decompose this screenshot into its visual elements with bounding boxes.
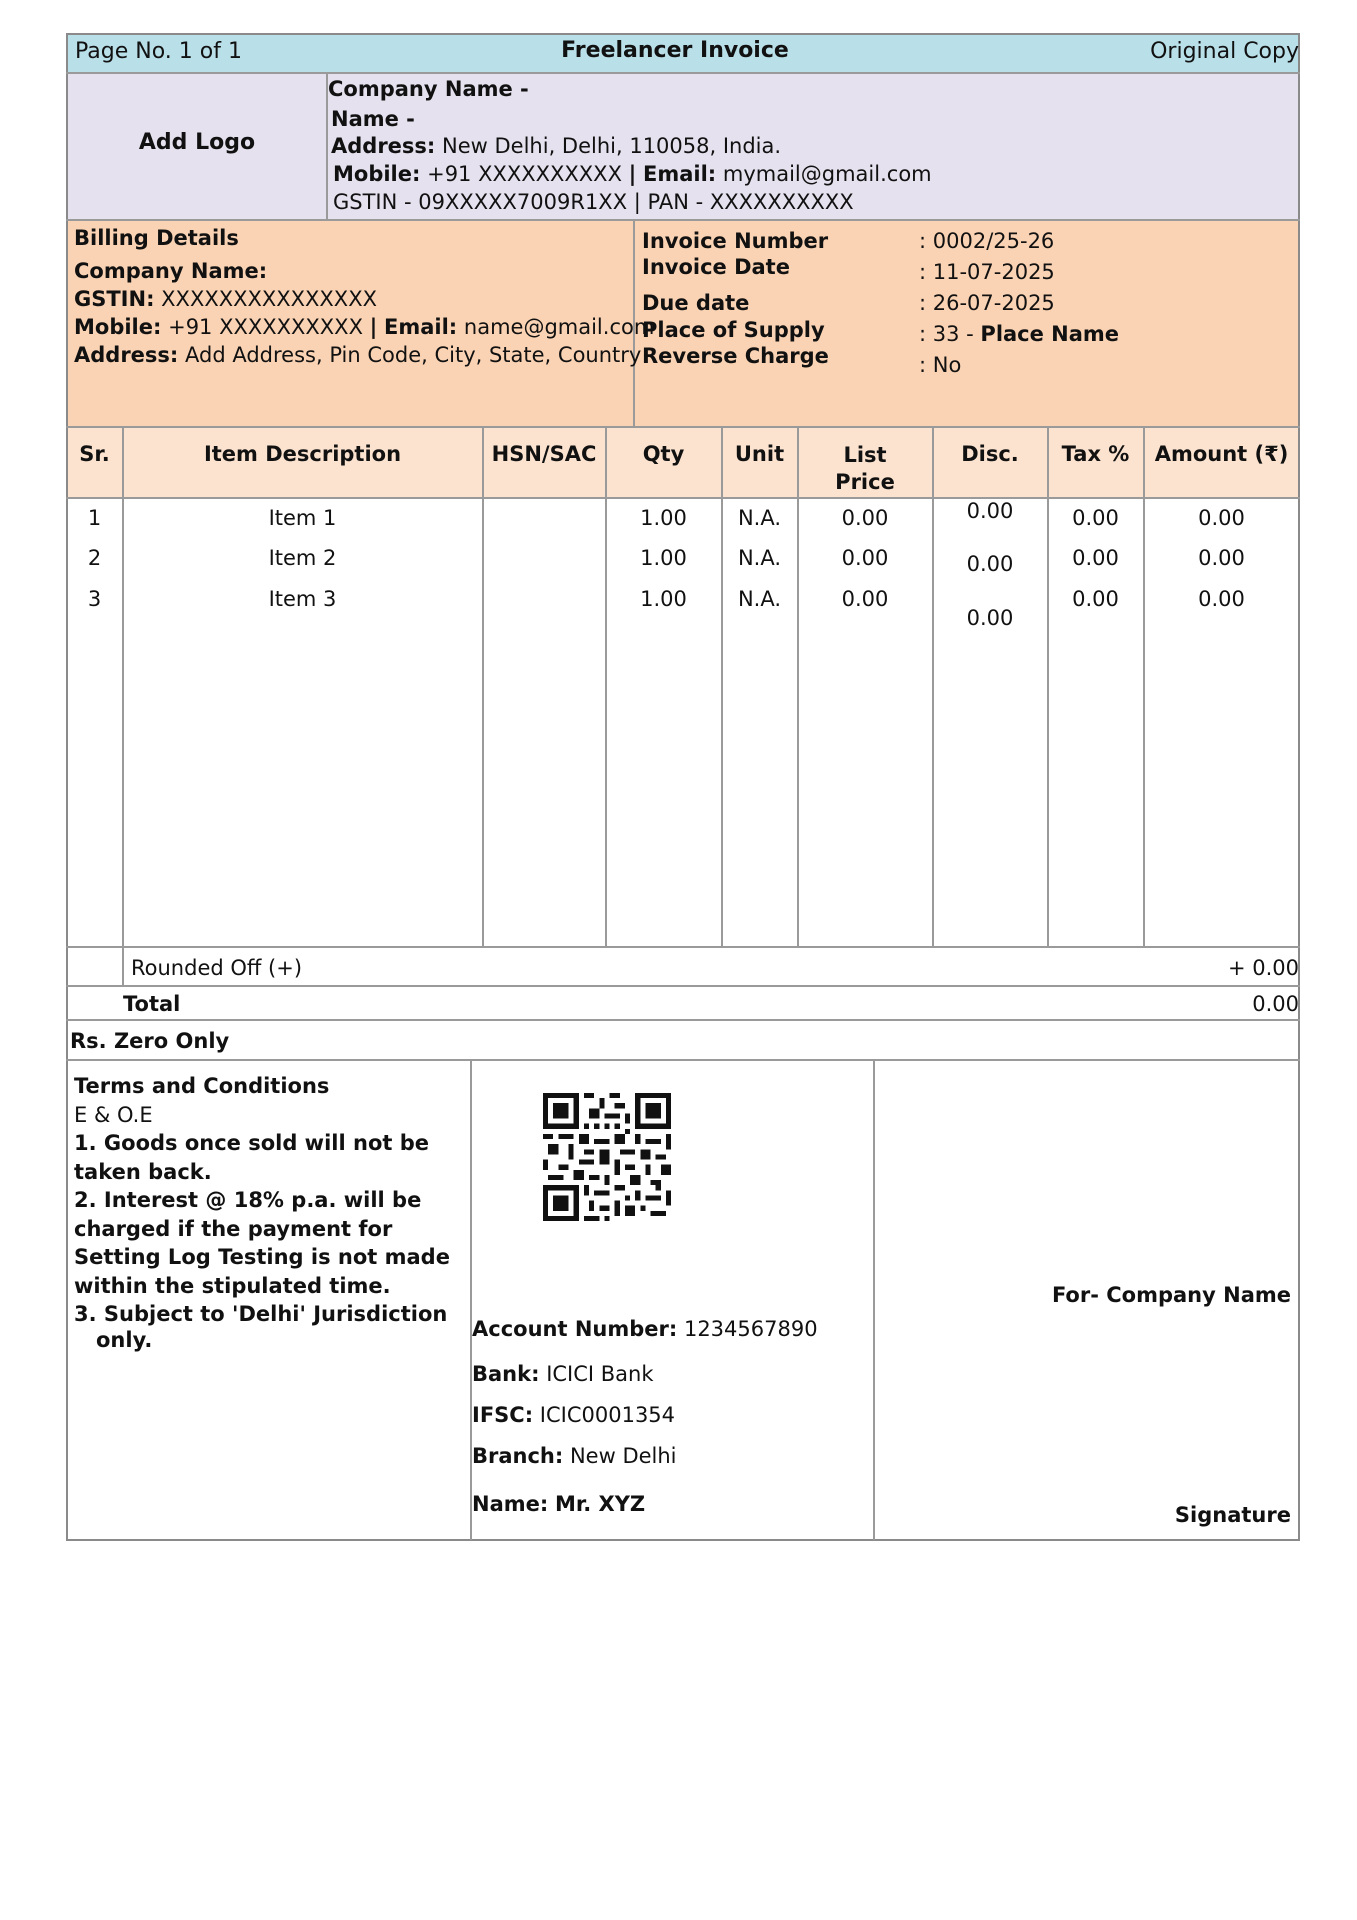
term-3-line-1: 3. Subject to 'Delhi' Jurisdiction — [74, 1302, 448, 1326]
place-of-supply-value — [919, 322, 1119, 346]
company-name: Company Name - — [328, 77, 529, 101]
terms-block — [74, 1072, 450, 1351]
company-address — [331, 134, 781, 158]
invoice-number-value: : 0002/25-26 — [919, 229, 1055, 253]
col-header-description: Item Description — [203, 442, 402, 466]
col-header-hsn: HSN/SAC — [491, 442, 597, 466]
row-2-unit: N.A. — [737, 546, 782, 570]
billing-address — [74, 343, 641, 367]
supply-name: Place Name — [980, 322, 1120, 346]
total-value: 0.00 — [1252, 992, 1299, 1016]
col-header-list-price — [798, 442, 932, 496]
divider — [873, 1059, 875, 1540]
col-header-qty: Qty — [642, 442, 685, 466]
divider — [66, 946, 1300, 948]
row-3-amount: 0.00 — [1198, 587, 1245, 611]
term-2-line-1: 2. Interest @ 18% p.a. will be — [74, 1188, 422, 1212]
term-1-line-2: taken back. — [74, 1159, 212, 1184]
row-3-qty: 1.00 — [640, 587, 687, 611]
term-2-line-4: within the stipulated time. — [74, 1273, 391, 1298]
divider — [66, 1059, 1300, 1061]
term-2-line-2: charged if the payment for — [74, 1216, 393, 1241]
divider — [482, 426, 484, 946]
gstin-value: XXXXXXXXXXXXXXX — [161, 287, 377, 311]
list-price-line-2: Price — [835, 470, 895, 494]
ifsc-label: IFSC: — [472, 1403, 534, 1427]
billing-contact — [74, 315, 654, 339]
name-value: Mr. XYZ — [554, 1492, 646, 1516]
row-3-sr: 3 — [87, 587, 102, 611]
terms-eoe: E & O.E — [74, 1102, 153, 1127]
address-value: New Delhi, Delhi, 110058, India. — [442, 134, 782, 158]
divider — [66, 72, 1300, 74]
divider — [1047, 426, 1049, 946]
bank-account — [472, 1317, 818, 1341]
col-header-tax: Tax % — [1061, 442, 1130, 466]
company-contact — [333, 162, 932, 186]
gstin-label: GSTIN: — [74, 287, 155, 311]
row-2-price: 0.00 — [841, 546, 889, 570]
invoice-date-label: Invoice Date — [642, 255, 790, 279]
rounded-off-label: Rounded Off (+) — [131, 956, 303, 980]
billing-gstin — [74, 287, 377, 311]
branch-value: New Delhi — [569, 1444, 677, 1468]
row-1-price: 0.00 — [841, 506, 889, 530]
row-1-qty: 1.00 — [640, 506, 687, 530]
mobile-label: Mobile: — [333, 162, 421, 186]
term-3-line-2: only. — [96, 1327, 153, 1352]
row-1-tax: 0.00 — [1072, 506, 1119, 530]
name-label: Name: — [472, 1492, 549, 1516]
rounded-off-value: + 0.00 — [1227, 956, 1299, 980]
logo-placeholder[interactable]: Add Logo — [138, 130, 256, 155]
reverse-charge-value: : No — [919, 353, 962, 377]
row-2-discount: 0.00 — [966, 552, 1014, 576]
divider — [66, 1019, 1300, 1021]
account-label: Account Number: — [472, 1317, 678, 1341]
email-value: name@gmail.com — [463, 315, 655, 339]
bank-branch — [472, 1444, 677, 1468]
row-2-description: Item 2 — [268, 546, 337, 570]
col-header-amount: Amount (₹) — [1154, 442, 1289, 466]
copy-label: Original Copy — [1150, 39, 1299, 64]
divider — [1143, 426, 1145, 946]
email-label: Email: — [643, 162, 717, 186]
divider — [66, 219, 1300, 221]
bank-value: ICICI Bank — [546, 1362, 654, 1386]
divider — [66, 426, 1300, 428]
row-1-unit: N.A. — [737, 506, 782, 530]
due-date-label: Due date — [642, 291, 750, 315]
mobile-value: +91 XXXXXXXXXX — [168, 315, 363, 339]
reverse-charge-label: Reverse Charge — [642, 344, 829, 368]
row-1-discount: 0.00 — [966, 499, 1014, 523]
supply-code: : 33 - — [919, 322, 974, 346]
company-gstin-pan: GSTIN - 09XXXXX7009R1XX | PAN - XXXXXXXXXX — [333, 190, 854, 214]
ifsc-value: ICIC0001354 — [539, 1403, 676, 1427]
row-3-tax: 0.00 — [1072, 587, 1119, 611]
row-3-price: 0.00 — [841, 587, 889, 611]
payment-qr-code — [543, 1093, 671, 1221]
separator: | — [369, 315, 378, 339]
divider — [605, 426, 607, 946]
row-3-description: Item 3 — [268, 587, 337, 611]
bank-holder — [472, 1492, 645, 1516]
due-date-value: : 26-07-2025 — [919, 291, 1055, 315]
invoice-title: Freelancer Invoice — [561, 38, 789, 63]
term-2-line-3: Setting Log Testing is not made — [74, 1245, 450, 1269]
account-value: 1234567890 — [683, 1317, 818, 1341]
invoice-number-label: Invoice Number — [642, 229, 829, 253]
row-1-description: Item 1 — [268, 506, 337, 530]
divider — [66, 497, 1300, 499]
billing-heading: Billing Details — [74, 226, 239, 250]
list-price-line-1: List — [843, 443, 887, 467]
row-1-sr: 1 — [87, 506, 102, 530]
email-label: Email: — [384, 315, 458, 339]
row-2-sr: 2 — [87, 546, 102, 570]
row-2-amount: 0.00 — [1198, 546, 1245, 570]
term-1-line-1: 1. Goods once sold will not be — [74, 1131, 429, 1155]
bank-ifsc — [472, 1403, 675, 1427]
amount-in-words: Rs. Zero Only — [70, 1029, 230, 1053]
email-value: mymail@gmail.com — [722, 162, 932, 186]
mobile-value: +91 XXXXXXXXXX — [427, 162, 622, 186]
row-1-amount: 0.00 — [1198, 506, 1245, 530]
address-value: Add Address, Pin Code, City, State, Country — [185, 343, 642, 367]
row-2-tax: 0.00 — [1072, 546, 1119, 570]
row-2-qty: 1.00 — [640, 546, 687, 570]
divider — [797, 426, 799, 946]
for-company-name: For- Company Name — [1051, 1283, 1291, 1307]
branch-label: Branch: — [472, 1444, 564, 1468]
invoice-date-value: : 11-07-2025 — [919, 260, 1055, 284]
col-header-unit: Unit — [734, 442, 785, 466]
page-number: Page No. 1 of 1 — [75, 39, 242, 64]
mobile-label: Mobile: — [74, 315, 162, 339]
contact-name: Name - — [331, 107, 415, 131]
row-3-unit: N.A. — [737, 587, 782, 611]
separator: | — [628, 162, 637, 186]
row-3-discount: 0.00 — [966, 606, 1014, 630]
place-of-supply-label: Place of Supply — [642, 318, 825, 342]
billing-company-label: Company Name: — [74, 259, 268, 283]
divider — [66, 985, 1300, 987]
divider — [721, 426, 723, 946]
bank-name — [472, 1362, 654, 1386]
terms-heading: Terms and Conditions — [74, 1074, 330, 1098]
col-header-discount: Disc. — [961, 442, 1019, 466]
bank-label: Bank: — [472, 1362, 540, 1386]
signature-label: Signature — [1174, 1503, 1291, 1527]
total-label: Total — [123, 992, 181, 1016]
address-label: Address: — [331, 134, 436, 158]
col-header-sr: Sr. — [79, 442, 110, 466]
address-label: Address: — [74, 343, 179, 367]
